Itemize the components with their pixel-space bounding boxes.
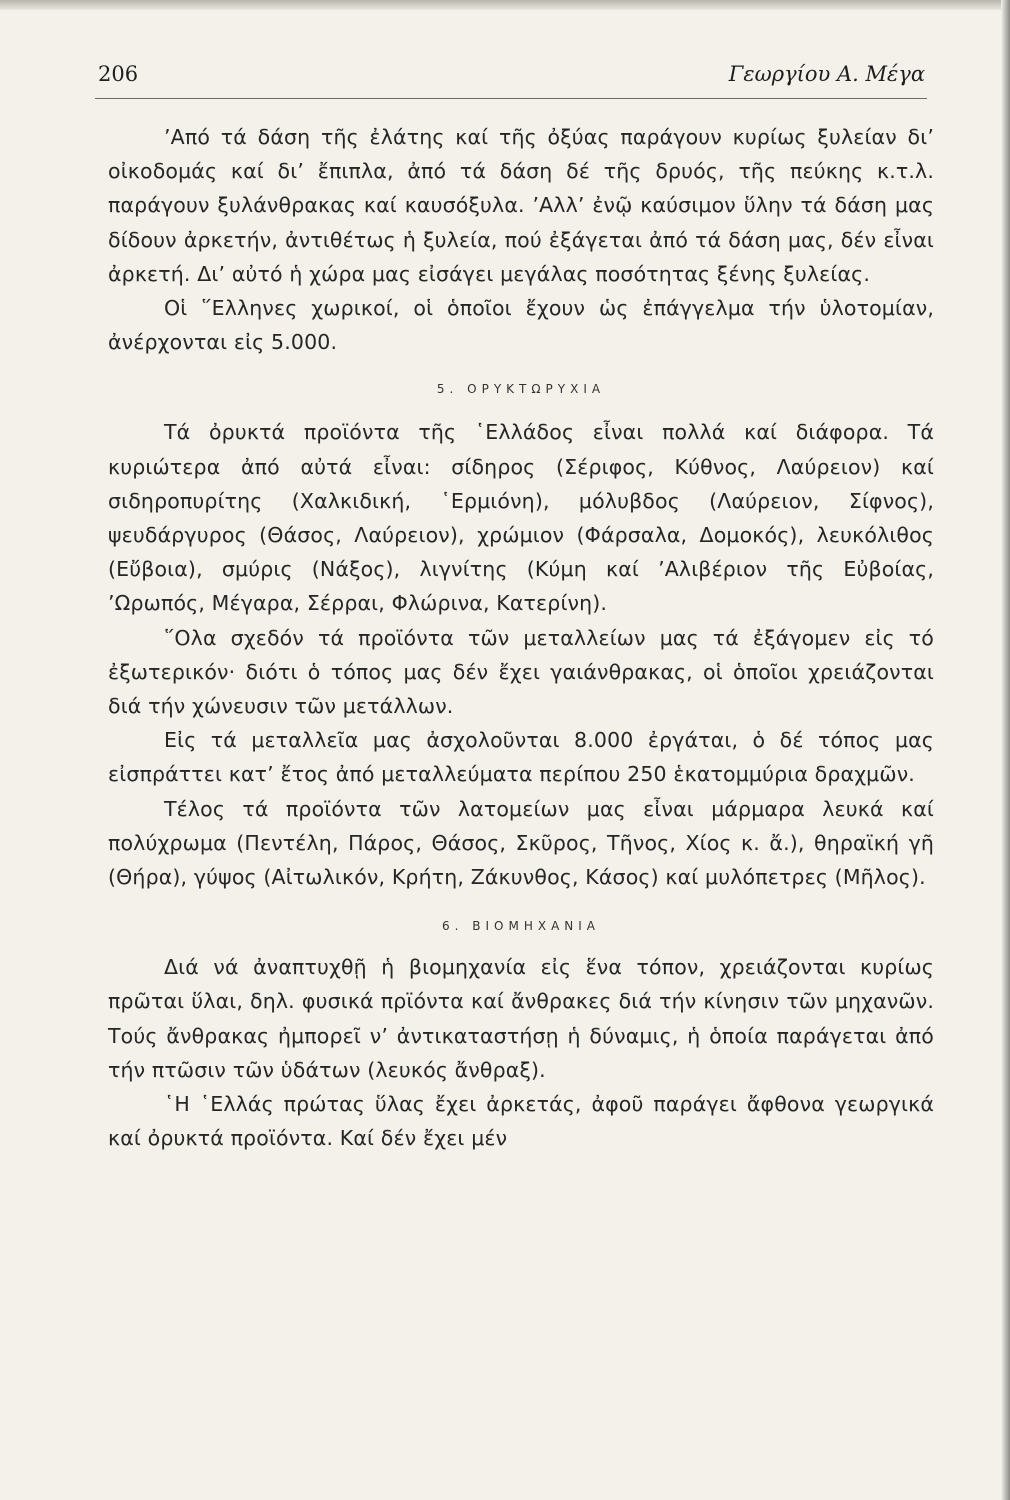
paragraph-minerals: Τά ὀρυκτά προϊόντα τῆς ῾Ελλάδος εἶναι πολλά καί διάφορα. Τά κυριώτερα ἀπό αὐτά εἶναι: σίδηρος (Σέριφος, Κύθνος, Λαύρειον) καί σιδηροπυρίτης (Χαλκιδική, ῾Ερμιόνη), μόλυβδος (Λαύρειον, Σίφνος), ψευδάργυρος (Θάσος, Λαύρειον), χρώμιον (Φάρσαλα, Δομοκός), λευκόλιθος (Εὔβοια), σμύρις (Νάξος), λιγνίτης (Κύμη καί ’Αλιβέριον τῆς Εὐβοίας, ’Ωρωπός, Μέγαρα, Σέρραι, Φλώρινα, Κατερίνη).	[108, 420, 934, 616]
page-header	[95, 58, 927, 99]
paragraph-workers: Εἰς τά μεταλλεῖα μας ἀσχολοῦνται 8.000 ἐργάται, ὁ δέ τόπος μας εἰσπράττει κατ’ ἔτος ἀπό μεταλλεύματα περίπου 250 ἑκατομμύρια δραχμῶν.	[108, 728, 934, 787]
running-head: Γεωργίου Α. Μέγα	[728, 62, 925, 86]
body-text	[108, 120, 934, 1155]
section-heading-industry: 6. ΒΙΟΜΗΧΑΝΙΑ	[441, 919, 600, 934]
paragraph-forestry: ’Από τά δάση τῆς ἐλάτης καί τῆς ὀξύας παράγουν κυρίως ξυλείαν δι’ οἰκοδομάς καί δι’ ἔπιπλα, ἀπό τά δάση δέ τῆς δρυός, τῆς πεύκης κ.τ.λ. παράγουν ξυλάνθρακας καί καυσόξυλα. ’Αλλ’ ἐνῷ καύσιμον ὕλην τά δάση μας δίδουν ἀρκετήν, ἀντιθέτως ἡ ξυλεία, πού ἐξάγεται ἀπό τά δάση μας, δέν εἶναι ἀρκετή. Δι’ αὐτό ἡ χώρα μας εἰσάγει μεγάλας ποσότητας ξένης ξυλείας.	[108, 125, 934, 286]
page-right-edge	[1001, 0, 1010, 1500]
paragraph-woodcutters: Οἱ ῞Ελληνες χωρικοί, οἱ ὁποῖοι ἔχουν ὡς ἐπάγγελμα τήν ὑλοτομίαν, ἀνέρχονται εἰς 5.000.	[108, 296, 934, 355]
page-number: 206	[98, 62, 139, 86]
paragraph-exports: ῞Ολα σχεδόν τά προϊόντα τῶν μεταλλείων μας τά ἐξάγομεν εἰς τό ἐξωτερικόν· διότι ὁ τόπος μας δέν ἔχει γαιάνθρακας, οἱ ὁποῖοι χρειάζονται διά τήν χώνευσιν τῶν μετάλλων.	[108, 625, 934, 719]
section-heading-mining: 5. ΟΡΥΚΤΩΡΥΧΙΑ	[436, 382, 606, 397]
page-top-edge	[0, 0, 1010, 10]
paragraph-quarries: Τέλος τά προϊόντα τῶν λατομείων μας εἶναι μάρμαρα λευκά καί πολύχρωμα (Πεντέλη, Πάρος, Θάσος, Σκῦρος, Τῆνος, Χίος κ. ἄ.), θηραϊκή γῆ (Θήρα), γύψος (Αἰτωλικόν, Κρήτη, Ζάκυνθος, Κάσος) καί μυλόπετρες (Μῆλος).	[108, 796, 934, 890]
paragraph-raw-materials: ῾Η ῾Ελλάς πρώτας ὕλας ἔχει ἀρκετάς, ἀφοῦ παράγει ἄφθονα γεωργικά καί ὀρυκτά προϊόντα. Καί δέν ἔχει μέν	[108, 1092, 934, 1151]
paragraph-industry-requirements: Διά νά ἀναπτυχθῇ ἡ βιομηχανία εἰς ἕνα τόπον, χρειάζονται κυρίως πρῶται ὕλαι, δηλ. φυσικά πρϊόντα καί ἄνθρακες διά τήν κίνησιν τῶν μηχανῶν. Τούς ἄνθρακας ἠμπορεῖ ν’ ἀντικαταστήσῃ ἡ δύναμις, ἡ ὁποία παράγεται ἀπό τήν πτῶσιν τῶν ὑδάτων (λευκός ἄνθραξ).	[108, 955, 934, 1082]
